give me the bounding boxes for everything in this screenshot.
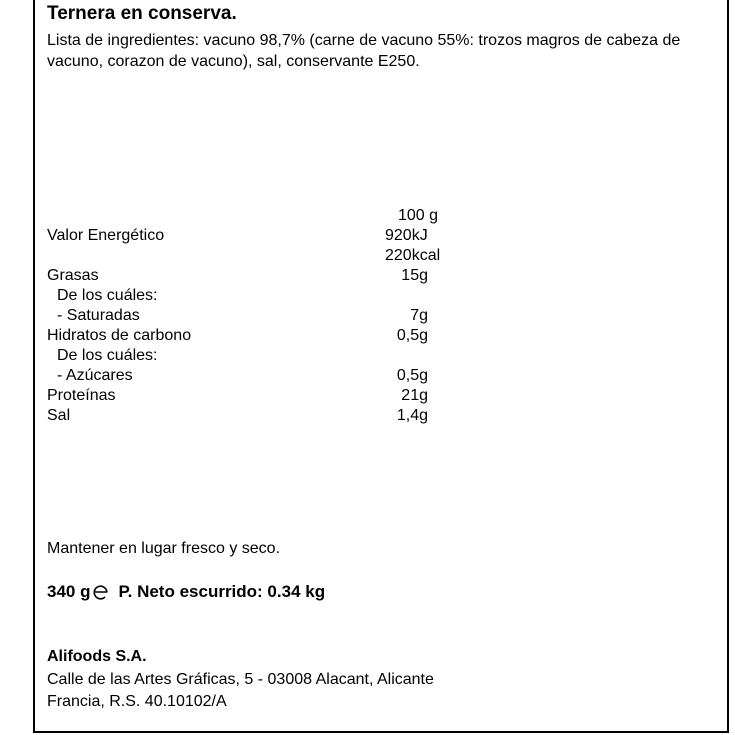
nutrient-label: Sal <box>47 407 71 424</box>
nutrition-header: 100 g <box>397 207 438 224</box>
drained-weight: P. Neto escurrido: 0.34 kg <box>118 582 326 601</box>
company-registry: Francia, R.S. 40.10102/A <box>47 693 227 710</box>
nutrient-label: - Saturadas <box>57 307 140 324</box>
ingredients-text: Lista de ingredientes: vacuno 98,7% (carne de vacuno 55%: trozos magros de cabeza de vacuno, corazon de vacuno), sal, conservante E250. <box>47 32 681 70</box>
company-name: Alifoods S.A. <box>47 648 147 665</box>
nutrient-label: Hidratos de carbono <box>47 327 192 344</box>
nutrient-label: De los cuáles: <box>57 287 158 304</box>
energy-kcal: 220kcal <box>385 247 441 264</box>
net-weight: 340 g <box>47 582 91 601</box>
nutrient-value: 1,4g <box>396 407 428 424</box>
nutrient-label: De los cuáles: <box>57 347 158 364</box>
company-address: Calle de las Artes Gráficas, 5 - 03008 Alacant, Alicante <box>47 671 434 688</box>
nutrient-label: Grasas <box>47 267 99 284</box>
energy-label: Valor Energético <box>47 227 165 244</box>
nutrient-label: Proteínas <box>47 387 116 404</box>
energy-kj: 920kJ <box>385 227 428 244</box>
nutrient-value: 21g <box>401 387 428 404</box>
nutrient-value: 0,5g <box>396 367 428 384</box>
product-title: Ternera en conserva. <box>47 3 237 24</box>
nutrient-value: 7g <box>410 307 428 324</box>
estimated-sign-icon <box>92 583 110 601</box>
nutrient-value: 15g <box>401 267 428 284</box>
nutrient-label: - Azúcares <box>57 367 133 384</box>
storage-instructions: Mantener en lugar fresco y seco. <box>47 540 281 557</box>
nutrient-value: 0,5g <box>396 327 428 344</box>
net-weight-line <box>47 582 325 602</box>
